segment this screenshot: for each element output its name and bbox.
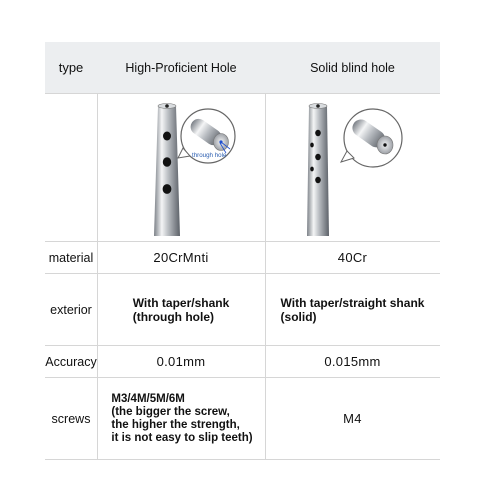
header-high-proficient-hole: High-Proficient Hole (125, 60, 237, 75)
accuracy-col1: 0.01mm (156, 354, 206, 369)
material-label: material (48, 250, 94, 265)
comparison-table (45, 42, 440, 460)
exterior-row (45, 274, 440, 346)
screws-col1-line: it is not easy to slip teeth) (111, 431, 253, 444)
material-col1: 20CrMnti (153, 250, 209, 265)
screws-row (45, 378, 440, 460)
exterior-col1-line: With taper/shank (132, 295, 230, 310)
solid-blind-hole-tool-image (265, 94, 440, 241)
exterior-col1-line: (through hole) (132, 309, 215, 324)
screws-col1-line: M3/4M/5M/6M (111, 392, 185, 405)
screws-col1 (97, 378, 265, 459)
material-col2: 40Cr (337, 250, 368, 265)
screws-col2: M4 (343, 411, 362, 426)
accuracy-row (45, 346, 440, 378)
accuracy-col2: 0.015mm (324, 354, 381, 369)
through-hole-callout-label: through hole (192, 151, 227, 159)
exterior-col1 (97, 274, 265, 345)
material-row (45, 242, 440, 274)
exterior-col2 (265, 274, 440, 345)
accuracy-label: Accuracy (45, 354, 97, 369)
image-row (45, 94, 440, 242)
through-hole-tool-image (97, 94, 265, 241)
screws-col1-line: (the bigger the screw, (111, 405, 230, 418)
screws-col1-line: the higher the strength, (111, 418, 240, 431)
header-solid-blind-hole: Solid blind hole (310, 60, 395, 75)
exterior-label: exterior (50, 302, 92, 317)
screws-label: screws (51, 411, 91, 426)
header-type: type (58, 60, 84, 75)
exterior-col2-line: (solid) (280, 309, 317, 324)
header-row (45, 42, 440, 94)
exterior-col2-line: With taper/straight shank (280, 295, 425, 310)
